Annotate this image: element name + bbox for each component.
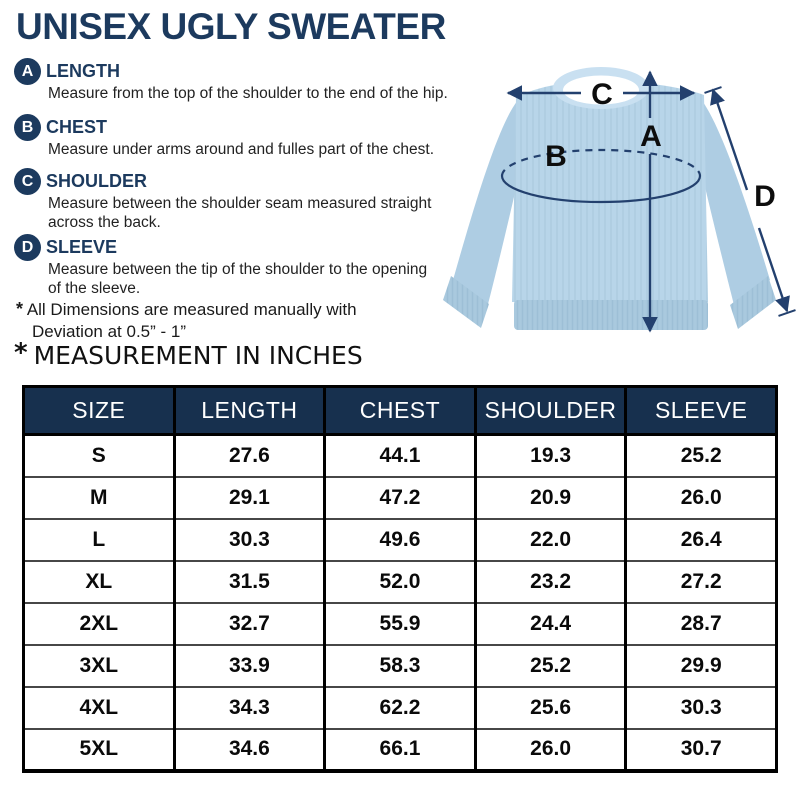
table-row — [24, 561, 777, 603]
value-cell: 26.0 — [626, 477, 777, 519]
value-cell: 25.6 — [475, 687, 626, 729]
value-cell: 58.3 — [325, 645, 476, 687]
deviation-note — [16, 298, 357, 343]
column-header-shoulder: SHOULDER — [475, 387, 626, 435]
definition-description: Measure from the top of the shoulder to the end of the hip. — [48, 85, 448, 102]
value-cell: 25.2 — [626, 435, 777, 477]
measurement-heading — [14, 338, 363, 371]
letter-badge-d — [14, 234, 41, 261]
definition-sleeve — [14, 234, 444, 298]
definition-label: CHEST — [46, 117, 108, 137]
value-cell: 34.3 — [174, 687, 325, 729]
value-cell: 19.3 — [475, 435, 626, 477]
value-cell: 44.1 — [325, 435, 476, 477]
value-cell: 29.1 — [174, 477, 325, 519]
deviation-note-line1 — [16, 298, 357, 321]
value-cell: 28.7 — [626, 603, 777, 645]
letter-badge-b — [14, 114, 41, 141]
value-cell: 25.2 — [475, 645, 626, 687]
definition-length — [14, 58, 472, 104]
column-header-sleeve: SLEEVE — [626, 387, 777, 435]
diagram-label-d: D — [754, 180, 776, 213]
table-row — [24, 645, 777, 687]
badge-letter: D — [21, 238, 34, 256]
diagram-label-b: B — [545, 140, 567, 173]
size-cell: XL — [24, 561, 175, 603]
sweater-torso — [512, 81, 708, 330]
definition-shoulder — [14, 168, 448, 232]
table-row — [24, 603, 777, 645]
value-cell: 22.0 — [475, 519, 626, 561]
value-cell: 29.9 — [626, 645, 777, 687]
value-cell: 30.7 — [626, 729, 777, 771]
measurement-heading-text: MEASUREMENT IN INCHES — [33, 341, 363, 370]
diagram-label-c: C — [591, 78, 613, 111]
table-row — [24, 687, 777, 729]
definition-label: SHOULDER — [46, 171, 148, 191]
size-cell: 3XL — [24, 645, 175, 687]
letter-badge-c — [14, 168, 41, 195]
definition-description: Measure between the shoulder seam measured straight across the back. — [48, 195, 432, 231]
letter-badge-a — [14, 58, 41, 85]
value-cell: 31.5 — [174, 561, 325, 603]
definition-label: LENGTH — [46, 61, 120, 81]
value-cell: 66.1 — [325, 729, 476, 771]
definition-description: Measure between the tip of the shoulder to the opening of the sleeve. — [48, 261, 428, 297]
value-cell: 26.4 — [626, 519, 777, 561]
definition-chest — [14, 114, 472, 160]
value-cell: 47.2 — [325, 477, 476, 519]
value-cell: 27.6 — [174, 435, 325, 477]
size-cell: S — [24, 435, 175, 477]
size-cell: 5XL — [24, 729, 175, 771]
column-header-length: LENGTH — [174, 387, 325, 435]
size-cell: L — [24, 519, 175, 561]
badge-letter: A — [21, 62, 34, 80]
table-row — [24, 519, 777, 561]
value-cell: 34.6 — [174, 729, 325, 771]
diagram-label-a: A — [640, 120, 662, 153]
value-cell: 55.9 — [325, 603, 476, 645]
size-table — [22, 385, 778, 773]
table-row — [24, 729, 777, 771]
asterisk: * — [14, 338, 28, 368]
header-row — [24, 387, 777, 435]
value-cell: 49.6 — [325, 519, 476, 561]
value-cell: 30.3 — [174, 519, 325, 561]
badge-letter: C — [21, 172, 34, 190]
table-row — [24, 435, 777, 477]
badge-letter: B — [21, 118, 34, 136]
value-cell: 30.3 — [626, 687, 777, 729]
value-cell: 23.2 — [475, 561, 626, 603]
deviation-note-line2: Deviation at 0.5” - 1” — [32, 322, 187, 342]
value-cell: 24.4 — [475, 603, 626, 645]
value-cell: 62.2 — [325, 687, 476, 729]
definition-description: Measure under arms around and fulles part of the chest. — [48, 141, 434, 158]
column-header-chest: CHEST — [325, 387, 476, 435]
value-cell: 20.9 — [475, 477, 626, 519]
table-row — [24, 477, 777, 519]
value-cell: 26.0 — [475, 729, 626, 771]
page-title: UNISEX UGLY SWEATER — [16, 6, 446, 47]
definition-label: SLEEVE — [46, 237, 118, 257]
sweater-diagram — [440, 48, 800, 348]
size-cell: 4XL — [24, 687, 175, 729]
asterisk: * — [16, 299, 24, 319]
value-cell: 33.9 — [174, 645, 325, 687]
note-text: All Dimensions are measured manually with — [26, 300, 357, 319]
value-cell: 27.2 — [626, 561, 777, 603]
value-cell: 32.7 — [174, 603, 325, 645]
size-cell: 2XL — [24, 603, 175, 645]
column-header-size: SIZE — [24, 387, 175, 435]
value-cell: 52.0 — [325, 561, 476, 603]
size-cell: M — [24, 477, 175, 519]
